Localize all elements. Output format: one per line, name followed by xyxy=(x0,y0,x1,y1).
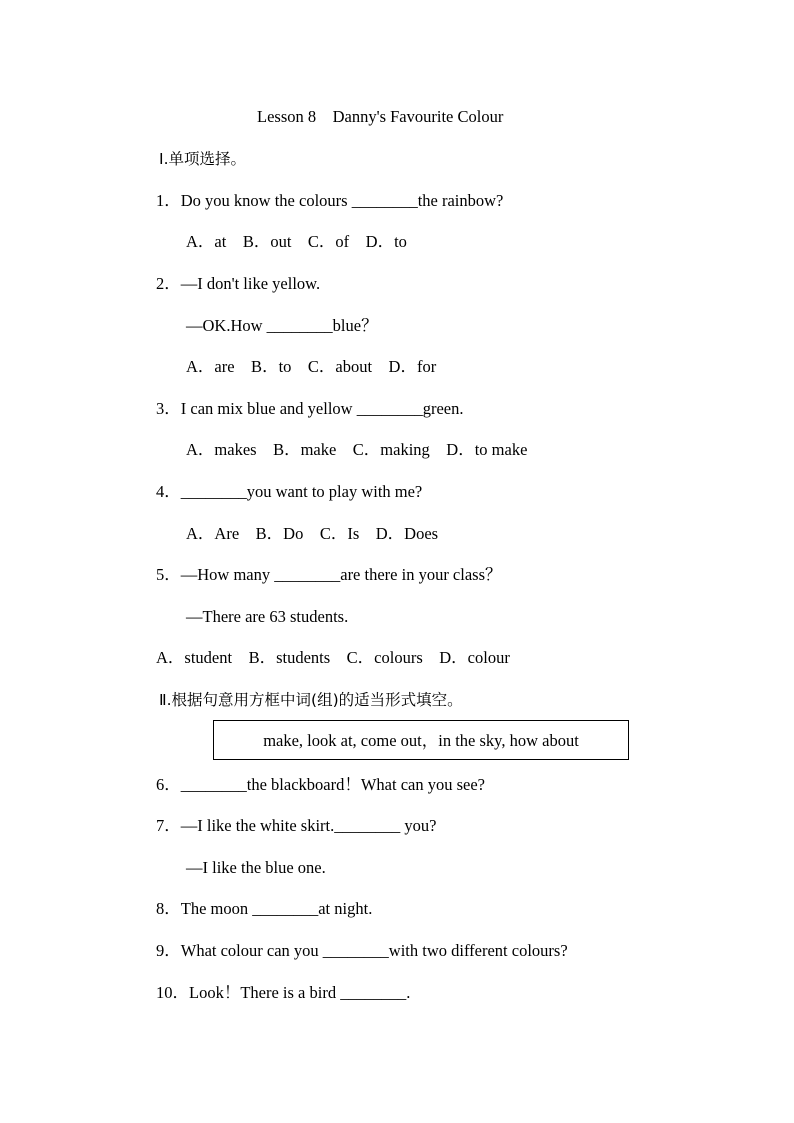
question-2-line-2: —OK.How ________blue？ xyxy=(186,316,378,335)
question-3: 3．I can mix blue and yellow ________green. xyxy=(156,399,464,418)
question-7-line-2: —I like the blue one. xyxy=(186,858,326,877)
question-6: 6．________the blackboard！What can you see? xyxy=(156,775,485,794)
question-4-options: A．Are B．Do C．Is D．Does xyxy=(186,524,439,543)
question-7-line-1: 7．—I like the white skirt.________ you? xyxy=(156,816,437,835)
section-2-heading: Ⅱ.根据句意用方框中词(组)的适当形式填空。 xyxy=(159,691,463,709)
question-10: 10．Look！There is a bird ________. xyxy=(156,983,411,1002)
question-1-options: A．at B．out C．of D．to xyxy=(186,232,407,251)
question-4: 4．________you want to play with me? xyxy=(156,482,423,501)
question-8: 8．The moon ________at night. xyxy=(156,899,373,918)
question-3-options: A．makes B．make C．making D．to make xyxy=(186,440,528,459)
section-1-heading: Ⅰ.单项选择。 xyxy=(159,150,246,168)
question-9: 9．What colour can you ________with two different colours? xyxy=(156,941,568,960)
question-5-line-2: —There are 63 students. xyxy=(186,607,349,626)
page-title: Lesson 8 Danny's Favourite Colour xyxy=(257,107,504,126)
word-box xyxy=(213,720,629,760)
question-2-options: A．are B．to C．about D．for xyxy=(186,357,437,376)
question-2-line-1: 2．—I don't like yellow. xyxy=(156,274,321,293)
question-5-options: A．student B．students C．colours D．colour xyxy=(156,648,510,667)
question-1: 1．Do you know the colours ________the rainbow? xyxy=(156,191,504,210)
question-5-line-1: 5．—How many ________are there in your class？ xyxy=(156,565,502,584)
word-box-text: make, look at, come out，in the sky, how about xyxy=(263,731,579,750)
